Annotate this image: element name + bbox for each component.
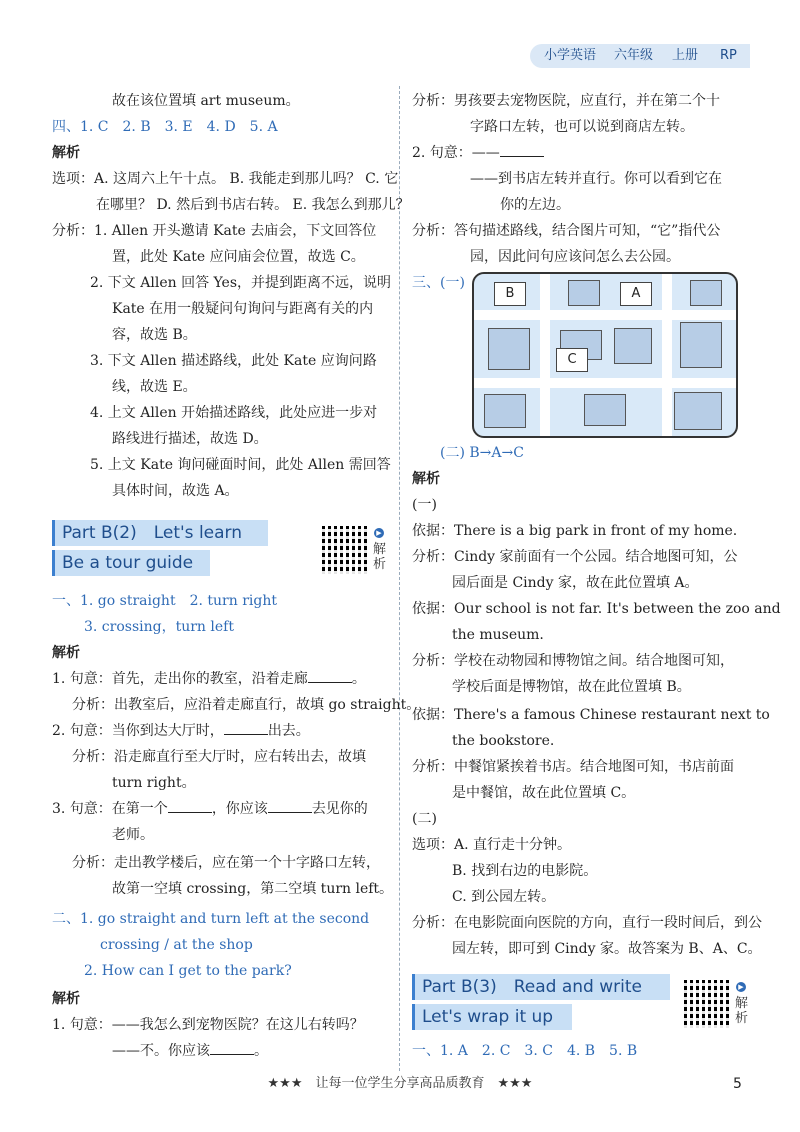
text-line: 分析：走出教学楼后，应在第一个十字路口左转， <box>72 855 380 871</box>
map-label-c: C <box>556 348 588 372</box>
section-title-part-b3: Part B(3) Read and write <box>412 974 670 1000</box>
text-line: (二) <box>412 811 437 827</box>
text-line: 分析：答句描述路线，结合图片可知，“它”指代公 <box>412 223 721 239</box>
map-building <box>614 328 652 364</box>
text-line: the bookstore. <box>452 733 555 749</box>
text-line: 分析：出教室后，应沿着走廊直行，故填 go straight。 <box>72 697 421 713</box>
answer-line: 2. How can I get to the park? <box>84 963 292 979</box>
text-line: 线，故选 E。 <box>112 379 197 395</box>
text-line: 分析：1. Allen 开头邀请 Kate 去庙会，下文回答位 <box>52 223 377 239</box>
text-line: 置，此处 Kate 应问庙会位置，故选 C。 <box>112 249 365 265</box>
play-icon: ▶ <box>736 982 746 992</box>
answer-line: (二) B→A→C <box>440 445 524 461</box>
answer-line: 3. crossing，turn left <box>84 619 234 635</box>
text-line: 你的左边。 <box>500 197 570 213</box>
header-grade: 六年级 <box>614 48 654 63</box>
map-label-b: B <box>494 282 526 306</box>
text-line: 选项：A. 这周六上午十点。 B. 我能走到那儿吗？ C. 它 <box>52 171 399 187</box>
map-building <box>488 328 530 370</box>
text-line: 分析：学校在动物园和博物馆之间。结合地图可知， <box>412 653 734 669</box>
answer-line: 一、1. A 2. C 3. C 4. B 5. B <box>412 1043 638 1059</box>
text-line: (一) <box>412 497 437 513</box>
text-line: 5. 上文 Kate 询问碰面时间，此处 Allen 需回答 <box>90 457 391 473</box>
answer-line: 一、1. go straight 2. turn right <box>52 593 277 609</box>
text-line: 学校后面是博物馆，故在此位置填 B。 <box>452 679 691 695</box>
text-line: B. 找到右边的电影院。 <box>452 863 598 879</box>
section-subtitle-wrap-up: Let's wrap it up <box>412 1004 572 1030</box>
map-cinema <box>674 392 722 430</box>
header-bar <box>530 44 750 68</box>
header-term: 上册 <box>672 48 699 63</box>
jiexi-heading: 解析 <box>52 645 80 661</box>
text-line: ——不。你应该 。 <box>112 1043 268 1059</box>
text-line: 路线进行描述，故选 D。 <box>112 431 268 447</box>
answer-line: crossing / at the shop <box>100 937 253 953</box>
text-line: 分析：男孩要去宠物医院，应直行，并在第二个十 <box>412 93 720 109</box>
text-line: ——到书店左转并直行。你可以看到它在 <box>470 171 722 187</box>
footer-slogan: ★★★ 让每一位学生分享高品质教育 ★★★ <box>267 1076 533 1091</box>
text-line: 是中餐馆，故在此位置填 C。 <box>452 785 636 801</box>
section-title-part-b2: Part B(2) Let's learn <box>52 520 268 546</box>
text-line: 字路口左转，也可以说到商店左转。 <box>470 119 694 135</box>
text-line: 园，因此问句应该问怎么去公园。 <box>470 249 680 265</box>
page-number: 5 <box>733 1076 742 1092</box>
text-line: 选项：A. 直行走十分钟。 <box>412 837 572 853</box>
qr-label: 解析 <box>373 542 387 572</box>
jiexi-heading: 解析 <box>412 471 440 487</box>
text-line: the museum. <box>452 627 544 643</box>
answer-line: 二、1. go straight and turn left at the second <box>52 911 370 927</box>
map-building <box>484 394 526 428</box>
play-icon: ▶ <box>374 528 384 538</box>
map-hospital <box>680 322 722 368</box>
text-line: 分析：沿走廊直行至大厅时，应右转出去，故填 <box>72 749 366 765</box>
text-line: 依据：There's a famous Chinese restaurant next to <box>412 707 770 723</box>
text-line: 1. 句意：首先，走出你的教室，沿着走廊 。 <box>52 671 366 687</box>
text-line: 分析：中餐馆紧挨着书店。结合地图可知，书店前面 <box>412 759 734 775</box>
text-line: 老师。 <box>112 827 154 843</box>
text-line: 依据：There is a big park in front of my home. <box>412 523 738 539</box>
column-divider <box>399 86 400 1071</box>
jiexi-heading: 解析 <box>52 991 80 1007</box>
text-line: 具体时间，故选 A。 <box>112 483 239 499</box>
qr-code-icon[interactable] <box>684 980 732 1028</box>
map-building <box>584 394 626 426</box>
text-line: 依据：Our school is not far. It's between the zoo and <box>412 601 781 617</box>
qr-code-icon[interactable] <box>322 526 370 574</box>
text-line: 分析：Cindy 家前面有一个公园。结合地图可知，公 <box>412 549 738 565</box>
text-line: 3. 下文 Allen 描述路线，此处 Kate 应询问路 <box>90 353 377 369</box>
text-line: turn right。 <box>112 775 196 791</box>
text-line: C. 到公园左转。 <box>452 889 556 905</box>
qr-label: 解析 <box>735 996 749 1026</box>
answer-line: 四、1. C 2. B 3. E 4. D 5. A <box>52 119 278 135</box>
text-line: 容，故选 B。 <box>112 327 197 343</box>
text-line: Kate 在用一般疑问句询问与距离有关的内 <box>112 301 374 317</box>
text-line: 2. 下文 Allen 回答 Yes，并提到距离不远，说明 <box>90 275 392 291</box>
jiexi-heading: 解析 <box>52 145 80 161</box>
text-line: 园左转，即可到 Cindy 家。故答案为 B、A、C。 <box>452 941 762 957</box>
text-line: 故第一空填 crossing，第二空填 turn left。 <box>112 881 394 897</box>
header-edition: RP <box>720 48 737 63</box>
text-line: 故在该位置填 art museum。 <box>112 93 300 109</box>
map-label-a: A <box>620 282 652 306</box>
text-line: 分析：在电影院面向医院的方向，直行一段时间后，到公 <box>412 915 762 931</box>
section-subtitle-tour-guide: Be a tour guide <box>52 550 210 576</box>
answer-line: 三、(一) <box>412 275 465 291</box>
text-line: 园后面是 Cindy 家，故在此位置填 A。 <box>452 575 699 591</box>
map-building <box>568 280 600 306</box>
text-line: 3. 句意：在第一个 ，你应该 去见你的 <box>52 801 368 817</box>
town-map <box>472 272 738 438</box>
map-building <box>690 280 722 306</box>
text-line: 2. 句意：—— <box>412 144 544 162</box>
text-line: 2. 句意：当你到达大厅时， 出去。 <box>52 723 310 739</box>
text-line: 1. 句意：——我怎么到宠物医院？在这儿右转吗？ <box>52 1017 364 1033</box>
text-line: 在哪里？ D. 然后到书店右转。 E. 我怎么到那儿？ <box>96 197 410 213</box>
header-subject: 小学英语 <box>544 48 597 63</box>
text-line: 4. 上文 Allen 开始描述路线，此处应进一步对 <box>90 405 378 421</box>
